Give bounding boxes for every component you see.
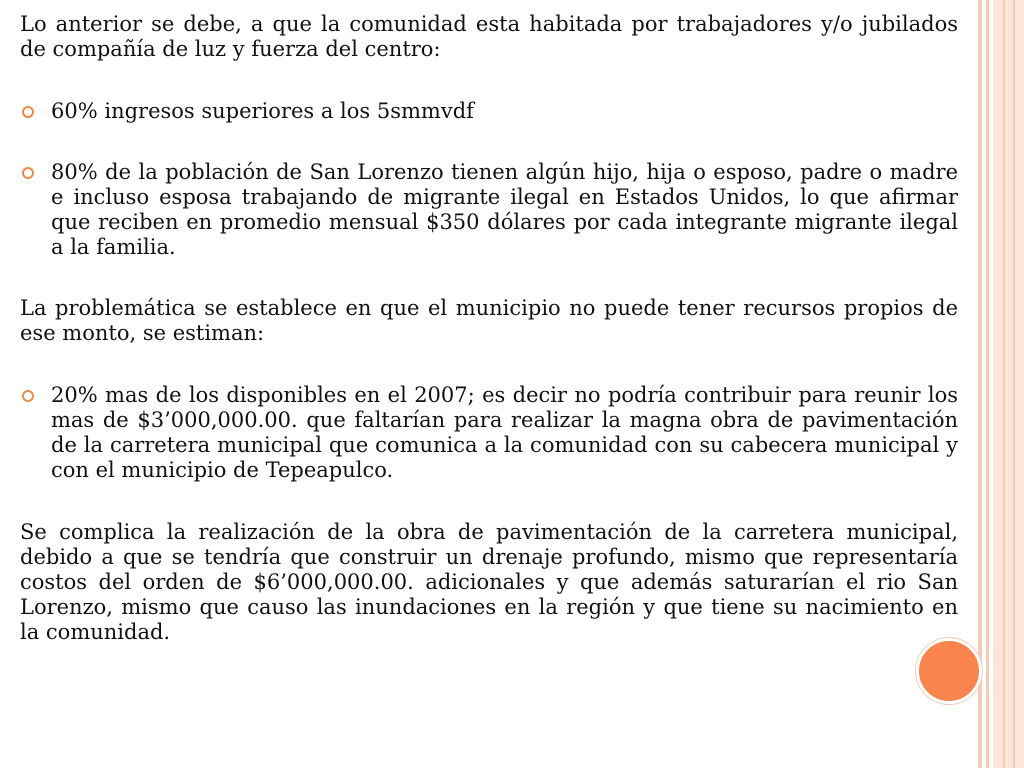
decorative-stripe: [986, 0, 989, 768]
decorative-stripe: [1013, 0, 1015, 768]
slide-body: [20, 12, 958, 645]
bullet-item: [20, 99, 958, 124]
problem-paragraph: La problemática se establece en que el municipio no puede tener recursos propios de ese monto, se estiman:: [20, 296, 958, 345]
bullet-text: 60% ingresos superiores a los 5smmvdf: [51, 99, 474, 123]
decorative-stripe: [993, 0, 1024, 768]
conclusion-paragraph: Se complica la realización de la obra de pavimentación de la carretera municipal, debido a que se tendría que construir un drenaje profundo, mismo que representaría costos del orden de $6’000,000.00. adicionales y que además saturarían el rio San Lorenzo, mismo que causo las inundaciones en la región y que tiene su nacimiento en la comunidad.: [20, 520, 958, 644]
decorative-stripe: [978, 0, 982, 768]
bullet-icon: [22, 390, 34, 402]
bullet-icon: [22, 167, 34, 179]
decorative-stripe: [1003, 0, 1005, 768]
bullet-text: 80% de la población de San Lorenzo tienen algún hijo, hija o esposo, padre o madre e incluso esposa trabajando de migrante ilegal en Estados Unidos, lo que afirmar que reciben en promedio mensual $350 dólares por cada integrante migrante ilegal a la familia.: [51, 160, 958, 259]
bullet-item: [20, 160, 958, 260]
decorative-circle-icon: [916, 638, 982, 704]
bullet-item: [20, 383, 958, 483]
bullet-icon: [22, 106, 34, 118]
bullet-text: 20% mas de los disponibles en el 2007; es decir no podría contribuir para reunir los mas de $3’000,000.00. que faltarían para realizar la magna obra de pavimentación de la carretera municipal que comunica a la comunidad con su cabecera municipal y con el municipio de Tepeapulco.: [51, 383, 958, 482]
intro-paragraph: Lo anterior se debe, a que la comunidad esta habitada por trabajadores y/o jubilados de compañía de luz y fuerza del centro:: [20, 12, 958, 61]
